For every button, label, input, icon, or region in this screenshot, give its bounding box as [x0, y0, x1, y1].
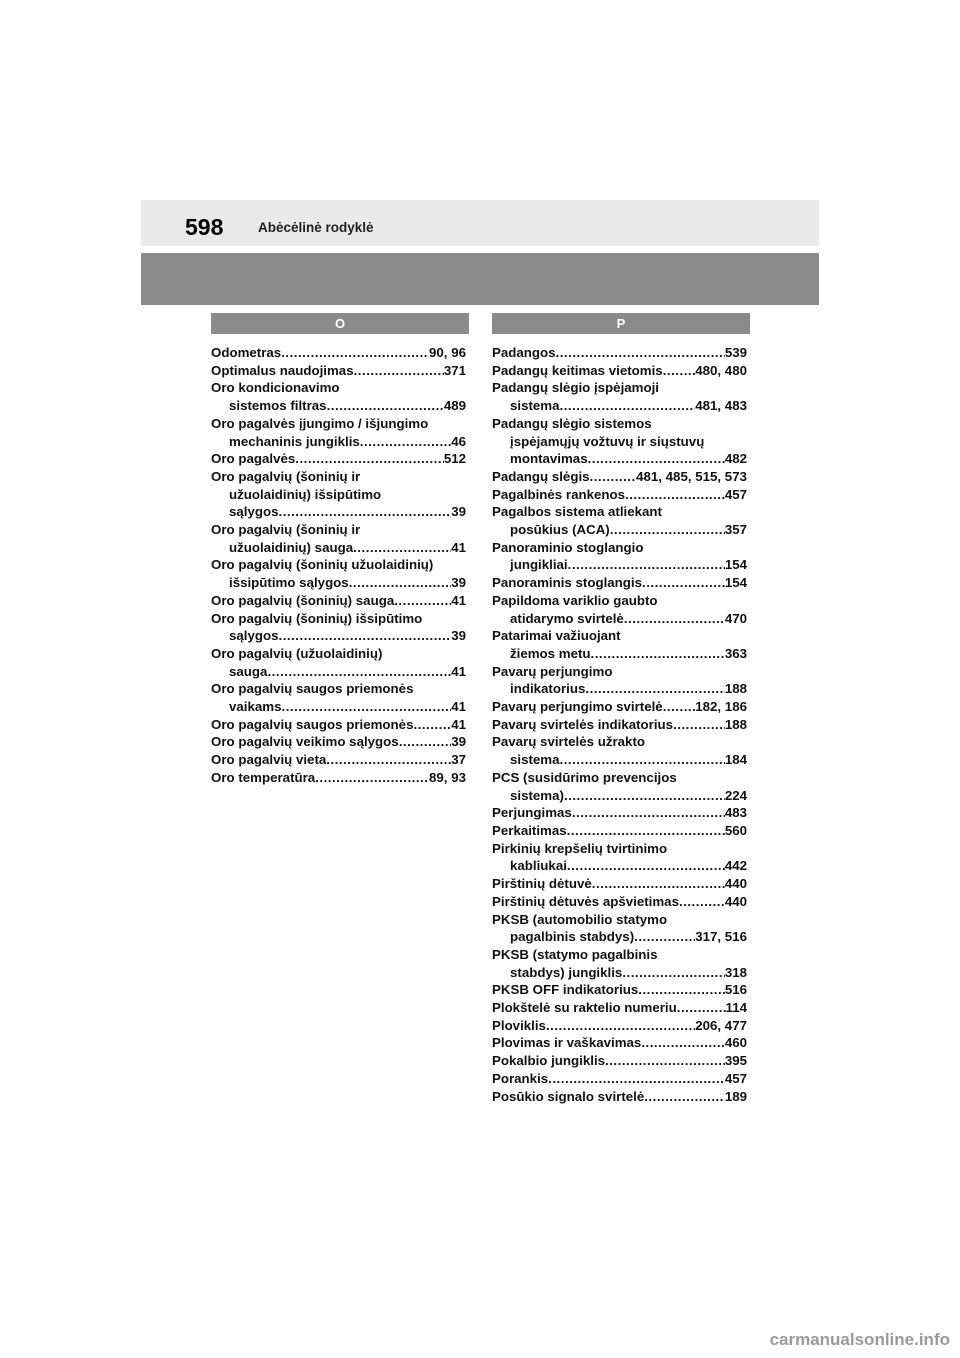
- dot-leader: [295, 450, 444, 468]
- index-entry: [211, 450, 466, 468]
- dot-leader: [638, 981, 725, 999]
- index-entry-pages: 41: [451, 716, 466, 732]
- dot-leader: [590, 468, 637, 486]
- index-entry: [211, 415, 466, 450]
- index-entry-text: Oro pagalvių veikimo sąlygos: [211, 734, 399, 750]
- dot-leader: [591, 645, 725, 663]
- index-entry-pages: 154: [724, 575, 747, 591]
- index-entry-pages: 482: [724, 451, 747, 467]
- index-entry: [211, 716, 466, 734]
- index-entry: [492, 822, 747, 840]
- index-entry-text: Optimalus naudojimas: [211, 362, 354, 378]
- index-entry: [211, 468, 466, 521]
- index-entry: [211, 362, 466, 380]
- index-entry: [211, 751, 466, 769]
- index-entry-pages: 442: [724, 858, 747, 874]
- index-entry-text: Papildoma variklio gaubto: [492, 592, 658, 608]
- dot-leader: [679, 893, 725, 911]
- dot-leader: [267, 663, 451, 681]
- header-band: [141, 200, 819, 246]
- index-entry-text: Patarimai važiuojant: [492, 628, 621, 644]
- index-entry-pages: 189: [724, 1088, 747, 1104]
- dot-leader: [677, 999, 726, 1017]
- index-entry: [492, 415, 747, 468]
- dot-leader: [279, 503, 452, 521]
- index-entry-pages: 41: [451, 699, 466, 715]
- index-entry-text: PKSB (automobilio statymo: [492, 911, 668, 927]
- index-entry: [211, 344, 466, 362]
- index-entry: [492, 539, 747, 574]
- dot-leader: [282, 698, 452, 716]
- index-entry-text: PCS (susidūrimo prevencijos: [492, 769, 677, 785]
- index-entry: [492, 663, 747, 698]
- index-entry-pages: 41: [451, 663, 466, 679]
- dot-leader: [568, 556, 725, 574]
- section-letter-o: O: [211, 313, 469, 334]
- index-entry-text: Padangų slėgio įspėjamoji: [492, 380, 659, 396]
- index-entry-text: Panoraminis stoglangis: [492, 575, 642, 591]
- index-entry-pages: 39: [451, 628, 466, 644]
- index-entry-text: Padangų keitimas vietomis: [492, 362, 663, 378]
- dot-leader: [399, 733, 452, 751]
- index-entry-text: Oro pagalvių (šoninių ir: [211, 468, 361, 484]
- index-entry-text: sistemos filtras: [229, 398, 327, 414]
- index-entry-text: Oro pagalvės įjungimo / išjungimo: [211, 415, 429, 431]
- index-entry-text: Pirštinių dėtuvė: [492, 876, 592, 892]
- watermark: carmanualsonline.info: [769, 1330, 950, 1349]
- index-entry-pages: 224: [724, 787, 747, 803]
- section-banner: [141, 253, 819, 305]
- index-entry-text: indikatorius: [510, 681, 586, 697]
- index-entry-text: kabliukai: [510, 858, 567, 874]
- dot-leader: [556, 344, 725, 362]
- index-entry-pages: 46: [451, 433, 466, 449]
- index-entry-text: Pavarų perjungimo: [492, 663, 613, 679]
- dot-leader: [315, 769, 429, 787]
- index-entry-text: pagalbinis stabdys): [510, 929, 635, 945]
- index-entry-text: sąlygos: [229, 504, 279, 520]
- index-entry-pages: 89, 93: [429, 769, 466, 785]
- index-entry: [492, 362, 747, 380]
- index-entry: [492, 1088, 747, 1106]
- index-entry: [492, 804, 747, 822]
- dot-leader: [548, 1070, 725, 1088]
- index-entry: [492, 1017, 747, 1035]
- index-entry-text: užuolaidinių) išsipūtimo: [229, 486, 382, 502]
- index-entry: [492, 627, 747, 662]
- dot-leader: [588, 450, 725, 468]
- index-entry: [492, 468, 747, 486]
- index-column-o: [211, 344, 466, 787]
- dot-leader: [567, 857, 725, 875]
- index-entry-text: Plovimas ir vaškavimas: [492, 1035, 642, 1051]
- index-entry: [492, 503, 747, 538]
- index-entry-text: Oro temperatūra: [211, 769, 316, 785]
- index-entry-pages: 489: [443, 398, 466, 414]
- index-entry: [211, 680, 466, 715]
- index-entry-pages: 539: [724, 345, 747, 360]
- index-entry-text: sistema): [510, 787, 564, 803]
- index-entry-pages: 371: [443, 362, 466, 378]
- index-entry: [492, 698, 747, 716]
- index-entry-pages: 481, 483: [695, 398, 747, 414]
- index-entry-text: Odometras: [211, 345, 282, 360]
- index-entry-pages: 363: [724, 645, 747, 661]
- dot-leader: [560, 751, 725, 769]
- index-entry: [492, 769, 747, 804]
- index-entry-pages: 39: [451, 575, 466, 591]
- dot-leader: [353, 539, 451, 557]
- index-entry-text: Padangos: [492, 345, 556, 360]
- index-entry-pages: 90, 96: [429, 345, 466, 360]
- index-entry: [211, 610, 466, 645]
- index-entry-pages: 188: [724, 716, 747, 732]
- index-entry-pages: 37: [451, 752, 466, 768]
- dot-leader: [349, 574, 451, 592]
- index-entry: [492, 716, 747, 734]
- index-entry-text: įspėjamųjų vožtuvų ir siųstuvų: [510, 433, 705, 449]
- index-entry: [492, 1070, 747, 1088]
- index-entry-pages: 39: [451, 504, 466, 520]
- dot-leader: [642, 574, 725, 592]
- index-entry-text: Plokštelė su raktelio numeriu: [492, 1000, 677, 1016]
- index-entry-text: Ploviklis: [492, 1017, 546, 1033]
- index-entry-pages: 154: [724, 557, 747, 573]
- index-entry-pages: 39: [451, 734, 466, 750]
- index-entry-pages: 41: [451, 539, 466, 555]
- index-entry-pages: 560: [724, 822, 747, 838]
- index-entry-pages: 184: [724, 752, 747, 768]
- index-entry: [492, 344, 747, 362]
- dot-leader: [592, 875, 725, 893]
- index-entry-pages: 483: [724, 805, 747, 821]
- index-entry-text: Perjungimas: [492, 805, 572, 821]
- index-entry-pages: 188: [724, 681, 747, 697]
- index-entry-text: Oro pagalvių (užuolaidinių): [211, 645, 383, 661]
- dot-leader: [663, 698, 696, 716]
- index-entry: [211, 556, 466, 591]
- index-entry-text: Oro pagalvių (šoninių) išsipūtimo: [211, 610, 423, 626]
- index-column-p: [492, 344, 747, 1105]
- dot-leader: [644, 1088, 725, 1106]
- page-title: Abėcėlinė rodyklė: [258, 220, 374, 235]
- index-entry-pages: 318: [724, 964, 747, 980]
- dot-leader: [413, 716, 451, 734]
- dot-leader: [560, 397, 696, 415]
- index-entry-pages: 480, 480: [695, 362, 747, 378]
- dot-leader: [327, 397, 444, 415]
- dot-leader: [279, 627, 452, 645]
- index-entry-text: PKSB OFF indikatorius: [492, 982, 639, 998]
- index-entry-text: Oro pagalvių saugos priemonės: [211, 716, 414, 732]
- index-entry-text: Panoraminio stoglangio: [492, 539, 644, 555]
- index-entry-text: sistema: [510, 398, 560, 414]
- dot-leader: [546, 1017, 695, 1035]
- index-entry-text: Posūkio signalo svirtelė: [492, 1088, 645, 1104]
- index-entry-text: užuolaidinių) sauga: [229, 539, 354, 555]
- index-entry-text: išsipūtimo sąlygos: [229, 575, 349, 591]
- dot-leader: [663, 362, 696, 380]
- index-entry: [211, 521, 466, 556]
- index-entry: [492, 733, 747, 768]
- dot-leader: [610, 521, 725, 539]
- dot-leader: [394, 592, 451, 610]
- dot-leader: [564, 787, 725, 805]
- index-entry: [492, 911, 747, 946]
- index-entry-text: Oro pagalvių (šoninių užuolaidinių): [211, 557, 434, 573]
- index-entry-text: sąlygos: [229, 628, 279, 644]
- index-entry-text: vaikams: [229, 699, 282, 715]
- index-entry-text: Padangų slėgio sistemos: [492, 415, 652, 431]
- index-entry-text: Pavarų perjungimo svirtelė: [492, 699, 663, 715]
- index-entry-text: Oro kondicionavimo: [211, 380, 340, 396]
- index-entry: [492, 946, 747, 981]
- index-entry-pages: 317, 516: [695, 929, 747, 945]
- index-entry-text: Pokalbio jungiklis: [492, 1053, 606, 1069]
- dot-leader: [622, 964, 725, 982]
- index-entry: [211, 379, 466, 414]
- index-entry: [211, 769, 466, 787]
- index-entry: [492, 999, 747, 1017]
- index-entry: [492, 592, 747, 627]
- index-entry-text: Pirštinių dėtuvės apšvietimas: [492, 893, 679, 909]
- index-entry: [211, 592, 466, 610]
- index-entry-pages: 206, 477: [695, 1017, 747, 1033]
- index-entry-text: Pavarų svirtelės užrakto: [492, 734, 645, 750]
- index-entry-text: Pirkinių krepšelių tvirtinimo: [492, 840, 668, 856]
- dot-leader: [624, 610, 725, 628]
- index-entry: [492, 981, 747, 999]
- index-entry: [492, 893, 747, 911]
- index-entry-pages: 481, 485, 515, 573: [636, 468, 747, 484]
- dot-leader: [585, 680, 724, 698]
- index-entry-text: Oro pagalvių (šoninių) sauga: [211, 592, 395, 608]
- index-entry-text: Perkaitimas: [492, 822, 567, 838]
- index-entry-text: atidarymo svirtelė: [510, 610, 624, 626]
- index-entry-text: stabdys) jungiklis: [510, 964, 623, 980]
- index-entry-pages: 395: [724, 1053, 747, 1069]
- index-entry: [211, 733, 466, 751]
- index-entry-text: posūkius (ACA): [510, 522, 610, 538]
- section-letter-p: P: [492, 313, 750, 334]
- index-entry-pages: 457: [724, 1070, 747, 1086]
- index-entry-text: Padangų slėgis: [492, 468, 590, 484]
- index-entry-pages: 512: [443, 451, 466, 467]
- index-entry-text: sauga: [229, 663, 268, 679]
- index-entry-pages: 460: [724, 1035, 747, 1051]
- dot-leader: [360, 433, 451, 451]
- dot-leader: [572, 804, 725, 822]
- index-entry-pages: 457: [724, 486, 747, 502]
- index-entry-pages: 182, 186: [695, 699, 747, 715]
- dot-leader: [354, 362, 444, 380]
- index-entry-text: mechaninis jungiklis: [229, 433, 360, 449]
- index-entry-pages: 516: [724, 982, 747, 998]
- dot-leader: [634, 928, 695, 946]
- index-entry: [492, 1052, 747, 1070]
- index-entry: [492, 840, 747, 875]
- index-entry: [492, 875, 747, 893]
- index-entry-text: Porankis: [492, 1070, 549, 1086]
- index-entry-pages: 357: [724, 522, 747, 538]
- index-entry-text: Oro pagalvių (šoninių ir: [211, 522, 361, 538]
- index-entry-text: Oro pagalvių saugos priemonės: [211, 681, 414, 697]
- index-entry-text: Pagalbinės rankenos: [492, 486, 626, 502]
- index-entry: [492, 574, 747, 592]
- dot-leader: [605, 1052, 725, 1070]
- index-entry-text: Pavarų svirtelės indikatorius: [492, 716, 674, 732]
- index-entry-text: Oro pagalvių vieta: [211, 752, 327, 768]
- index-entry-text: žiemos metu: [510, 645, 591, 661]
- index-entry: [492, 1034, 747, 1052]
- index-entry-pages: 114: [725, 1000, 747, 1016]
- page-number: 598: [185, 214, 224, 240]
- dot-leader: [673, 716, 725, 734]
- dot-leader: [281, 344, 429, 362]
- index-entry-text: sistema: [510, 752, 560, 768]
- dot-leader: [641, 1034, 724, 1052]
- index-entry-pages: 41: [451, 592, 466, 608]
- index-entry-pages: 470: [724, 610, 747, 626]
- dot-leader: [625, 486, 725, 504]
- index-entry: [492, 486, 747, 504]
- index-entry-text: Oro pagalvės: [211, 451, 296, 467]
- index-entry: [492, 379, 747, 414]
- index-entry-pages: 440: [724, 893, 747, 909]
- index-entry-text: Pagalbos sistema atliekant: [492, 504, 662, 520]
- index-entry-text: jungikliai: [510, 557, 568, 573]
- dot-leader: [326, 751, 451, 769]
- index-entry-text: montavimas: [510, 451, 588, 467]
- index-entry: [211, 645, 466, 680]
- dot-leader: [567, 822, 725, 840]
- index-entry-pages: 440: [724, 876, 747, 892]
- index-entry-text: PKSB (statymo pagalbinis: [492, 946, 658, 962]
